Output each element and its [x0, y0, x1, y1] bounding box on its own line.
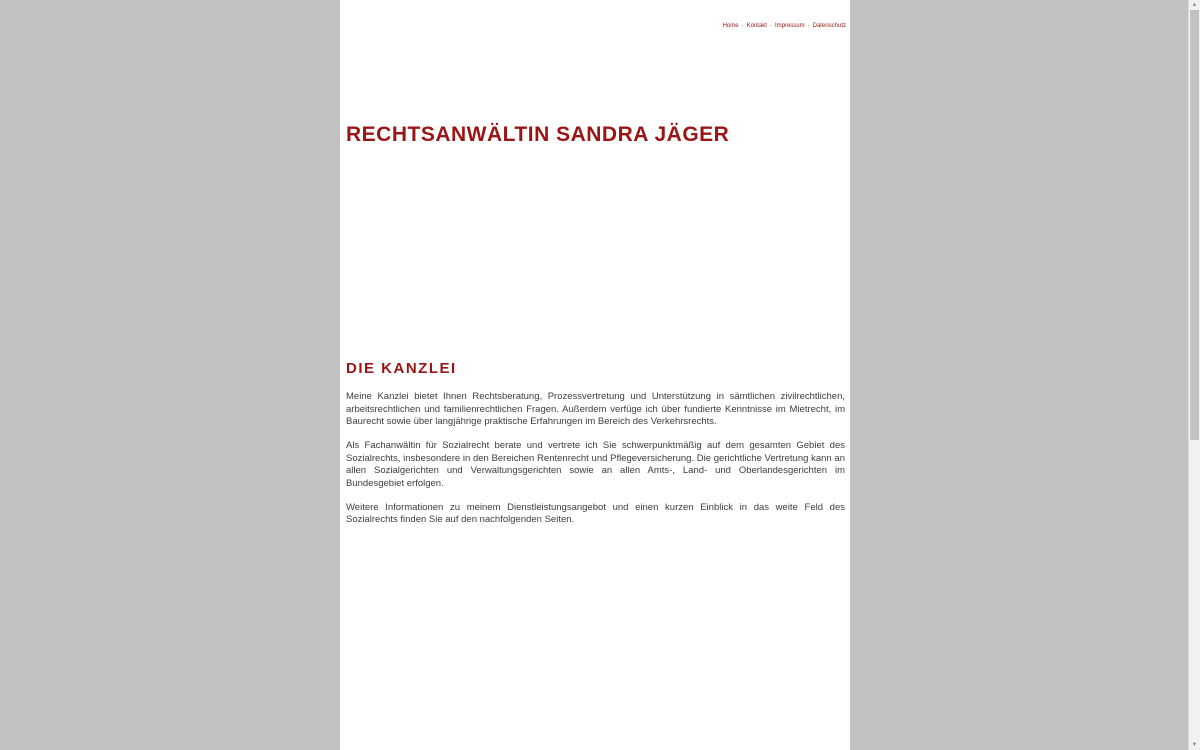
section-title: DIE KANZLEI	[346, 360, 457, 377]
nav-separator: ·	[741, 23, 744, 29]
paragraph-kanzlei-intro: Meine Kanzlei bietet Ihnen Rechtsberatung, Prozessvertretung und Unterstützung in sämtlichen zivilrechtlichen, arbeitsrechtlichen und familienrechtlichen Fragen. Außerdem verfüge ich über fundierte Kenntnisse im Mietrecht, im Baurecht sowie über langjährige praktische Erfahrungen im Bereich des Verkehrsrechts.	[346, 391, 845, 427]
nav-link-home[interactable]: Home	[722, 23, 739, 29]
nav-link-kontakt[interactable]: Kontakt	[746, 23, 767, 29]
main-content	[346, 360, 845, 538]
top-nav	[723, 22, 846, 30]
nav-separator: ·	[769, 23, 772, 29]
content-page	[340, 0, 850, 750]
paragraph-sozialrecht: Als Fachanwältin für Sozialrecht berate und vertrete ich Sie schwerpunktmäßig auf dem gesamten Gebiet des Sozialrechts, insbesondere in den Bereichen Rentenrecht und Pflegeversicherung. Die gerichtliche Vertretung kann an allen Sozialgerichten und Verwaltungsgerichten sowie an allen Amts-, Land- und Oberlandesgerichten im Bundesgebiet erfolgen.	[346, 440, 845, 489]
scrollbar-up-icon[interactable]: ▲	[1191, 2, 1198, 8]
scrollbar[interactable]	[1188, 0, 1200, 750]
nav-link-datenschutz[interactable]: Datenschutz	[812, 23, 846, 29]
scrollbar-down-icon[interactable]: ▼	[1191, 742, 1198, 748]
paragraph-weitere-informationen: Weitere Informationen zu meinem Dienstleistungsangebot und einen kurzen Einblick in das weite Feld des Sozialrechts finden Sie auf den nachfolgenden Seiten.	[346, 501, 845, 525]
site-title: RECHTSANWÄLTIN SANDRA JÄGER	[346, 123, 730, 146]
scrollbar-thumb[interactable]	[1190, 10, 1199, 440]
nav-separator: ·	[807, 23, 810, 29]
nav-link-impressum[interactable]: Impressum	[774, 23, 805, 29]
